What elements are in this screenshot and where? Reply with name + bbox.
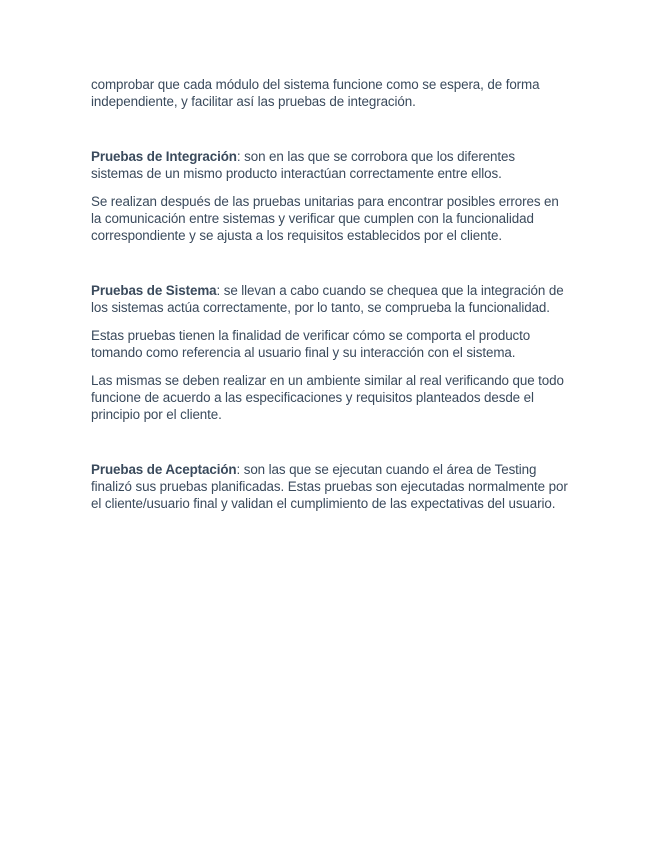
aceptacion-definition: : son las que se ejecutan cuando el área de Testing finalizó sus pruebas planificadas. Estas pruebas son ejecutadas normalmente por el cliente/usuario final y validan el cumplimiento de las expectativas del usuario. — [91, 462, 568, 511]
sistema-definition: : se llevan a cabo cuando se chequea que la integración de los sistemas actúa correctamente, por lo tanto, se comprueba la funcionalidad. — [91, 283, 564, 315]
section-spacer — [91, 110, 569, 148]
document-page — [91, 76, 569, 512]
sistema-definition-paragraph — [91, 282, 569, 316]
integracion-definition-paragraph — [91, 148, 569, 182]
sistema-term: Pruebas de Sistema — [91, 283, 217, 298]
integracion-term: Pruebas de Integración — [91, 149, 237, 164]
paragraph-spacer — [91, 361, 569, 372]
section-spacer — [91, 244, 569, 282]
paragraph-spacer — [91, 182, 569, 193]
intro-paragraph: comprobar que cada módulo del sistema funcione como se espera, de forma independiente, y facilitar así las pruebas de integración. — [91, 77, 540, 109]
sistema-paragraph-2: Estas pruebas tienen la finalidad de verificar cómo se comporta el producto tomando como referencia al usuario final y su interacción con el sistema. — [91, 328, 531, 360]
integracion-definition: : son en las que se corrobora que los diferentes sistemas de un mismo producto interactúan correctamente entre ellos. — [91, 149, 515, 181]
paragraph-spacer — [91, 316, 569, 327]
section-spacer — [91, 423, 569, 461]
integracion-paragraph-2: Se realizan después de las pruebas unitarias para encontrar posibles errores en la comunicación entre sistemas y verificar que cumplen con la funcionalidad correspondiente y se ajusta a los requisitos establecidos por el cliente. — [91, 194, 559, 243]
aceptacion-term: Pruebas de Aceptación — [91, 462, 237, 477]
sistema-paragraph-3: Las mismas se deben realizar en un ambiente similar al real verificando que todo funcione de acuerdo a las especificaciones y requisitos planteados desde el principio por el cliente. — [91, 373, 564, 422]
aceptacion-definition-paragraph — [91, 461, 569, 512]
